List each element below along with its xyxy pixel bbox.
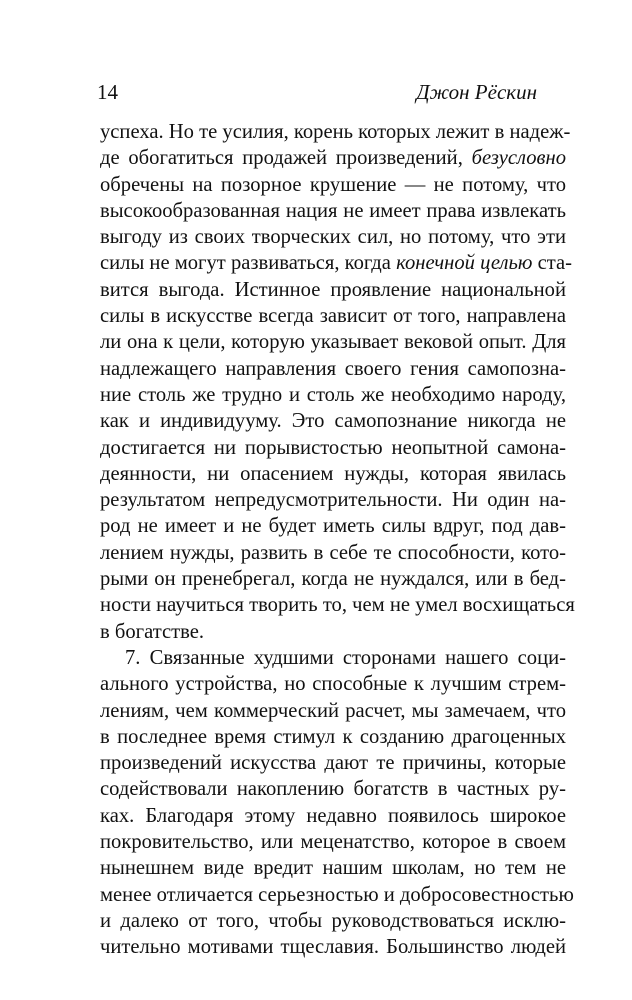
text-segment: де обогатиться продажей произведений,: [100, 147, 463, 170]
text-line: и далеко от того, чтобы руководствоваться исклю-: [100, 909, 566, 932]
text-line: высокообразованная нация не имеет права извлекать: [100, 199, 566, 222]
text-line: [100, 145, 566, 171]
text-line: нынешнем виде вредит нашим школам, но тем не: [100, 857, 566, 880]
text-segment: ста-: [537, 252, 572, 275]
running-head: Джон Рёскин: [416, 80, 537, 104]
text-line: вится выгода. Истинное проявление национальной: [100, 278, 566, 301]
text-line: род не имеет и не будет иметь силы вдруг, под дав-: [100, 515, 566, 538]
text-line: деянности, ни опасением нужды, которая явилась: [100, 462, 566, 485]
text-segment: силы не могут развиваться, когда: [100, 252, 391, 275]
text-line: надлежащего направления своего гения самопозна-: [100, 357, 566, 380]
text-line: ального устройства, но способные к лучшим стрем-: [100, 673, 566, 696]
text-line: достигается ни порывистостью неопытной самона-: [100, 436, 566, 459]
text-line: [100, 250, 572, 276]
text-line: результатом непредусмотрительности. Ни один на-: [100, 489, 566, 512]
text-line: содействовали накоплению богатств в частных ру-: [100, 778, 566, 801]
text-line: ли она к цели, которую указывает вековой опыт. Для: [100, 331, 566, 354]
text-line: выгоду из своих творческих сил, но потому, что эти: [100, 226, 566, 249]
text-line: ние столь же трудно и столь же необходимо народу,: [100, 383, 566, 406]
text-line: покровительство, или меценатство, которое в своем: [100, 831, 566, 854]
body-text: [100, 119, 575, 961]
text-line: произведений искусства дают те причины, которые: [100, 752, 566, 775]
paragraph-start-line: 7. Связанные худшими сторонами нашего соци-: [125, 646, 566, 669]
text-line: в последнее время стимул к созданию драгоценных: [100, 725, 566, 748]
italic-phrase: безусловно: [471, 147, 566, 170]
text-line: успеха. Но те усилия, корень которых лежит в надеж-: [100, 121, 571, 143]
text-line: ках. Благодаря этому недавно появилось широкое: [100, 804, 566, 827]
text-line: чительно мотивами тщеславия. Большинство людей: [100, 936, 566, 959]
text-line: обречены на позорное крушение — не потому, что: [100, 173, 566, 196]
text-line: менее отличается серьезностью и добросовестностью: [100, 883, 574, 906]
text-line: в богатстве.: [100, 620, 204, 643]
page-number: 14: [97, 80, 118, 104]
text-line: силы в искусстве всегда зависит от того, направлена: [100, 305, 566, 328]
italic-phrase: конечной целью: [396, 252, 533, 275]
page-header: [97, 80, 537, 110]
text-line: лением нужды, развить в себе те способности, кото-: [100, 541, 566, 564]
text-line: ности научиться творить то, чем не умел восхищаться: [100, 594, 575, 617]
text-line: рыми он пренебрегал, когда не нуждался, или в бед-: [100, 568, 566, 591]
text-line: как и индивидууму. Это самопознание никогда не: [100, 410, 566, 433]
text-line: лениям, чем коммерческий расчет, мы замечаем, что: [100, 699, 566, 722]
